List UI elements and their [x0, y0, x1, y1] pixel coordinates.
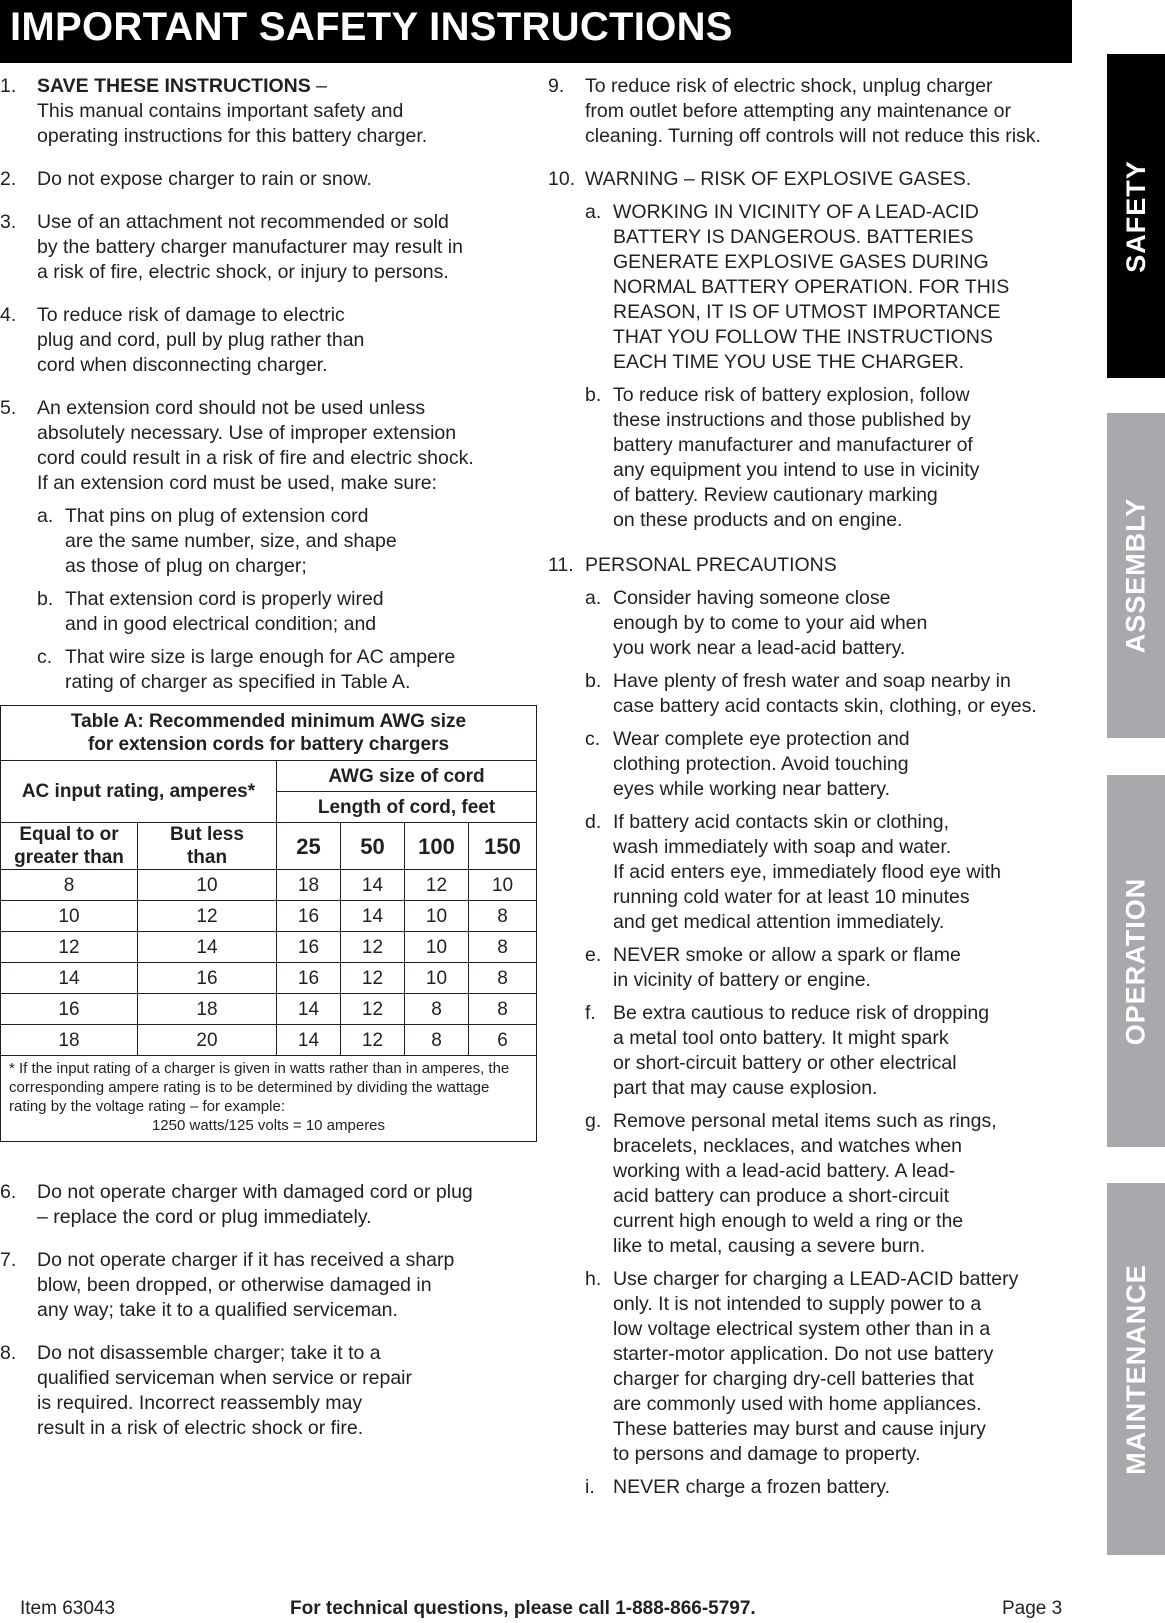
item-text: Do not disassemble charger; take it to a qualified serviceman when service or repair is required. Incorrect reassembly may result in a risk of electric shock or fire. [37, 1342, 413, 1439]
item-text: Do not expose charger to rain or snow. [37, 168, 372, 190]
table-cell: 18 [1, 1025, 138, 1056]
sub-item-b [37, 587, 530, 637]
length-25-header: 25 [277, 823, 341, 870]
item-number: 6. [0, 1181, 17, 1203]
sub-item-a [585, 586, 1078, 661]
instruction-item-3 [0, 210, 530, 285]
sub-item-c [37, 645, 530, 695]
table-cell: 12 [341, 1025, 405, 1056]
sub-letter: b. [585, 670, 602, 692]
item-text: PERSONAL PRECAUTIONS [585, 554, 837, 576]
table-cell: 14 [1, 963, 138, 994]
table-row [1, 1025, 537, 1056]
table-cell: 16 [277, 932, 341, 963]
sub-text: Consider having someone close enough by to come to your aid when you work near a lead-acid battery. [613, 587, 928, 659]
length-header: Length of cord, feet [277, 792, 537, 823]
sub-item-h [585, 1267, 1078, 1467]
item-text: To reduce risk of electric shock, unplug charger from outlet before attempting any maintenance or cleaning. Turning off controls will not reduce this risk. [585, 75, 1041, 147]
item-number: 4. [0, 304, 17, 326]
sub-letter: a. [585, 587, 602, 609]
tab-label: OPERATION [1120, 877, 1151, 1045]
table-cell: 8 [405, 1025, 469, 1056]
footnote-example: 1250 watts/125 volts = 10 amperes [151, 1117, 386, 1134]
item-number: 10. [548, 168, 576, 190]
table-cell: 20 [138, 1025, 277, 1056]
sub-text: If battery acid contacts skin or clothing, wash immediately with soap and water. If acid enters eye, immediately flood eye with running cold water for at least 10 minutes and get medical attention immediately. [613, 811, 1002, 933]
item-number: 11. [548, 554, 574, 576]
tab-safety[interactable] [1107, 54, 1165, 378]
table-cell: 10 [469, 870, 537, 901]
sub-item-g [585, 1109, 1078, 1259]
instruction-item-4 [0, 303, 530, 378]
table-cell: 14 [277, 1025, 341, 1056]
item-number: 2. [0, 168, 17, 190]
table-cell: 12 [341, 932, 405, 963]
table-cell: 12 [405, 870, 469, 901]
instruction-item-2 [0, 167, 530, 192]
sub-item-a [37, 504, 530, 579]
length-100-header: 100 [405, 823, 469, 870]
left-column [0, 74, 530, 1459]
table-cell: 8 [469, 901, 537, 932]
instruction-item-8 [0, 1341, 530, 1441]
sub-text: Remove personal metal items such as rings, bracelets, necklaces, and watches when working with a lead-acid battery. A lead- acid battery can produce a short-circuit current high enough to weld a ring or the like to metal, causing a severe burn. [613, 1110, 997, 1257]
sub-text: Wear complete eye protection and clothing protection. Avoid touching eyes while working near battery. [613, 728, 910, 800]
sub-letter: i. [585, 1476, 595, 1498]
table-cell: 12 [138, 901, 277, 932]
item-number: 8. [0, 1342, 17, 1364]
item-text: WARNING – RISK OF EXPLOSIVE GASES. [585, 168, 972, 190]
table-cell: 12 [1, 932, 138, 963]
item-number: 3. [0, 211, 17, 233]
table-cell: 8 [469, 994, 537, 1025]
instruction-item-11 [548, 553, 1078, 1500]
tab-assembly[interactable] [1107, 413, 1165, 738]
table-cell: 16 [138, 963, 277, 994]
tab-operation[interactable] [1107, 775, 1165, 1147]
table-cell: 8 [1, 870, 138, 901]
table-cell: 10 [405, 963, 469, 994]
item-heading: SAVE THESE INSTRUCTIONS [37, 75, 311, 97]
item-number: 9. [548, 75, 565, 97]
sub-text: WORKING IN VICINITY OF A LEAD-ACID BATTERY IS DANGEROUS. BATTERIES GENERATE EXPLOSIVE GASES DURING NORMAL BATTERY OPERATION. FOR THIS REASON, IT IS OF UTMOST IMPORTANCE THAT YOU FOLLOW THE INSTRUCTIONS EACH TIME YOU USE THE CHARGER. [613, 201, 1010, 373]
item-text: Do not operate charger if it has received a sharp blow, been dropped, or otherwise damaged in any way; take it to a qualified serviceman. [37, 1249, 455, 1321]
awg-table [0, 705, 537, 1142]
sub-letter: c. [585, 728, 601, 750]
table-cell: 10 [405, 932, 469, 963]
sub-item-i [585, 1475, 1078, 1500]
sub-letter: c. [37, 646, 53, 668]
sub-text: That pins on plug of extension cord are the same number, size, and shape as those of plug on charger; [65, 505, 397, 577]
instruction-item-1 [0, 74, 530, 149]
instruction-item-10 [548, 167, 1078, 533]
footer-support-phone: For technical questions, please call 1-888-866-5797. [290, 1598, 756, 1619]
item-text: Do not operate charger with damaged cord or plug – replace the cord or plug immediately. [37, 1181, 473, 1228]
sub-letter: f. [585, 1002, 596, 1024]
sub-text: To reduce risk of battery explosion, follow these instructions and those published by battery manufacturer and manufacturer of any equipment you intend to use in vicinity of battery. Review cautionary marking on these products and on engine. [613, 384, 980, 531]
length-50-header: 50 [341, 823, 405, 870]
table-cell: 10 [1, 901, 138, 932]
sub-letter: a. [37, 505, 54, 527]
sub-item-b [585, 669, 1078, 719]
table-cell: 6 [469, 1025, 537, 1056]
instruction-item-6 [0, 1180, 530, 1230]
sub-item-b [585, 383, 1078, 533]
table-cell: 18 [138, 994, 277, 1025]
sub-letter: b. [37, 588, 54, 610]
sub-text: That wire size is large enough for AC ampere rating of charger as specified in Table A. [65, 646, 456, 693]
sub-letter: g. [585, 1110, 602, 1132]
table-row [1, 963, 537, 994]
sub-item-e [585, 943, 1078, 993]
table-cell: 8 [469, 963, 537, 994]
right-column [548, 74, 1078, 1518]
table-row [1, 870, 537, 901]
table-row [1, 994, 537, 1025]
table-cell: 12 [341, 994, 405, 1025]
instruction-item-9 [548, 74, 1078, 149]
table-cell: 14 [277, 994, 341, 1025]
sub-text: Use charger for charging a LEAD-ACID battery only. It is not intended to supply power to a low voltage electrical system other than in a starter-motor application. Do not use battery charger for charging dry-cell batteries that are commonly used with home appliances. These batteries may burst and cause injury to persons and damage to property. [613, 1268, 1019, 1465]
tab-maintenance[interactable] [1107, 1183, 1165, 1555]
table-cell: 16 [277, 901, 341, 932]
sub-item-f [585, 1001, 1078, 1101]
item-text: Use of an attachment not recommended or sold by the battery charger manufacturer may result in a risk of fire, electric shock, or injury to persons. [37, 211, 463, 283]
sub-letter: e. [585, 944, 602, 966]
sub-letter: h. [585, 1268, 602, 1290]
table-row [1, 901, 537, 932]
table-cell: 14 [341, 901, 405, 932]
footer-item-number: Item 63043 [20, 1598, 116, 1619]
table-cell: 8 [405, 994, 469, 1025]
length-150-header: 150 [469, 823, 537, 870]
table-cell: 16 [1, 994, 138, 1025]
sub-text: Have plenty of fresh water and soap nearby in case battery acid contacts skin, clothing, or eyes. [613, 670, 1037, 717]
sub-text: NEVER charge a frozen battery. [613, 1476, 891, 1498]
table-cell: 16 [277, 963, 341, 994]
tab-label: MAINTENANCE [1120, 1263, 1151, 1475]
sub-text: Be extra cautious to reduce risk of dropping a metal tool onto battery. It might spark or short-circuit battery or other electrical part that may cause explosion. [613, 1002, 990, 1099]
page-title: IMPORTANT SAFETY INSTRUCTIONS [10, 5, 733, 49]
sub-text: That extension cord is properly wired and in good electrical condition; and [65, 588, 384, 635]
awg-size-header: AWG size of cord [277, 761, 537, 792]
equal-or-greater-header: Equal to or greater than [1, 823, 138, 870]
table-cell: 14 [138, 932, 277, 963]
header-bar [0, 0, 1072, 63]
table-cell: 8 [469, 932, 537, 963]
table-caption: Table A: Recommended minimum AWG size for extension cords for battery chargers [1, 706, 537, 761]
item-text: To reduce risk of damage to electric plug and cord, pull by plug rather than cord when disconnecting charger. [37, 304, 365, 376]
item-number: 5. [0, 397, 17, 419]
sub-item-c [585, 727, 1078, 802]
instruction-item-5 [0, 396, 530, 695]
table-row [1, 932, 537, 963]
footer-page-number: Page 3 [1002, 1598, 1063, 1619]
sub-letter: b. [585, 384, 602, 406]
sub-letter: d. [585, 811, 602, 833]
item-text: – This manual contains important safety and operating instructions for this battery charger. [37, 75, 428, 147]
sub-text: NEVER smoke or allow a spark or flame in vicinity of battery or engine. [613, 944, 961, 991]
instruction-item-7 [0, 1248, 530, 1323]
sub-letter: a. [585, 201, 602, 223]
item-number: 1. [0, 75, 17, 97]
sub-item-d [585, 810, 1078, 935]
ac-rating-header: AC input rating, amperes* [1, 761, 277, 823]
sub-item-a [585, 200, 1078, 375]
table-cell: 12 [341, 963, 405, 994]
less-than-header: But less than [138, 823, 277, 870]
item-number: 7. [0, 1249, 17, 1271]
table-cell: 10 [138, 870, 277, 901]
table-footnote: * If the input rating of a charger is given in watts rather than in amperes, the corresponding ampere rating is to be determined by dividing the wattage rating by the voltage rating – for example: 1250 watts/125 volts = 10 amperes [1, 1056, 537, 1142]
tab-label: SAFETY [1120, 159, 1151, 273]
tab-label: ASSEMBLY [1120, 497, 1151, 654]
table-cell: 14 [341, 870, 405, 901]
table-cell: 10 [405, 901, 469, 932]
table-cell: 18 [277, 870, 341, 901]
item-text: An extension cord should not be used unless absolutely necessary. Use of improper extension cord could result in a risk of fire and electric shock. If an extension cord must be used, make sure: [37, 397, 474, 494]
